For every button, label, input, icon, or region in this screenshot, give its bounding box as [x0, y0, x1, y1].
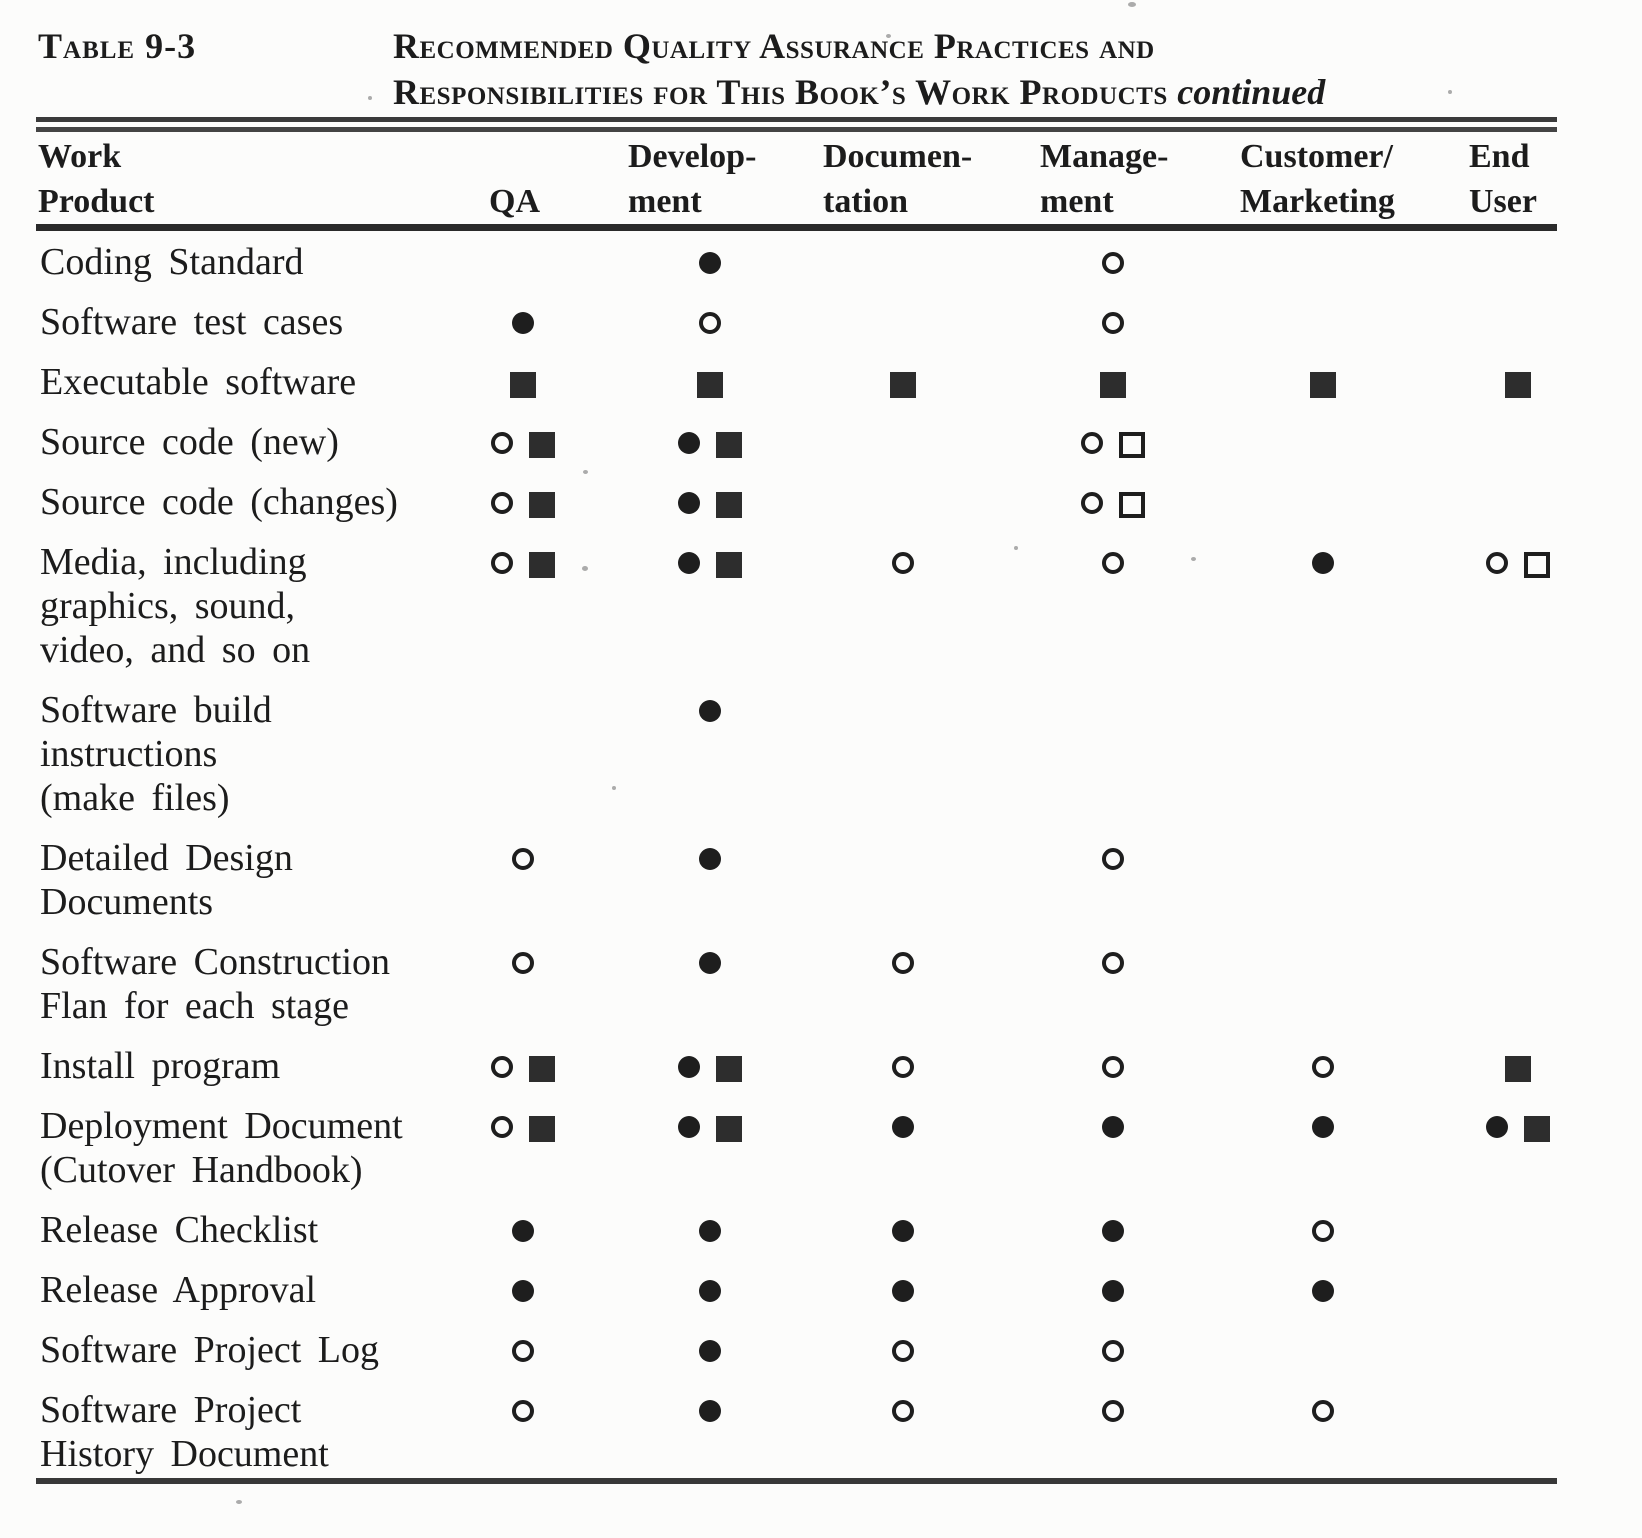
- cell-end_user: [1405, 360, 1630, 420]
- filled-square-marker-icon: [697, 372, 723, 398]
- cell-qa: [470, 1044, 575, 1104]
- cell-customer_marketing: [1240, 1104, 1405, 1208]
- work-product-line: Documents: [40, 881, 214, 923]
- table-caption-label: Table 9-3: [38, 26, 197, 66]
- scan-speck: [1014, 546, 1018, 550]
- filled-circle-marker-icon: [678, 432, 700, 454]
- work-product-line: Software build: [40, 689, 272, 731]
- filled-square-marker-icon: [529, 432, 555, 458]
- cell-end_user: [1405, 688, 1630, 836]
- cell-development: [575, 228, 820, 300]
- open-circle-marker-icon: [491, 552, 513, 574]
- cell-development: [575, 1268, 820, 1328]
- work-product-line: Software test cases: [40, 301, 344, 343]
- cell-development: [575, 420, 820, 480]
- open-circle-marker-icon: [491, 492, 513, 514]
- filled-circle-marker-icon: [678, 1116, 700, 1138]
- open-circle-marker-icon: [699, 312, 721, 334]
- cell-development: [575, 836, 820, 940]
- table-row: [38, 1388, 1630, 1492]
- filled-circle-marker-icon: [699, 1280, 721, 1302]
- table-row: [38, 228, 1630, 300]
- work-product-line: Source code (changes): [40, 481, 398, 523]
- cell-management: [985, 228, 1240, 300]
- cell-documentation: [820, 228, 985, 300]
- cell-customer_marketing: [1240, 1388, 1405, 1492]
- table-row: [38, 836, 1630, 940]
- cell-customer_marketing: [1240, 1208, 1405, 1268]
- open-circle-marker-icon: [491, 1056, 513, 1078]
- open-square-marker-icon: [1119, 432, 1145, 458]
- filled-square-marker-icon: [716, 1116, 742, 1142]
- column-header-line: Customer/: [1240, 138, 1393, 175]
- cell-qa: [470, 1328, 575, 1388]
- cell-development: [575, 1208, 820, 1268]
- work-product-line: Detailed Design: [40, 837, 293, 879]
- table-title-line2-text: Responsibilities for This Book’s Work Products: [393, 72, 1168, 112]
- filled-circle-marker-icon: [1102, 1280, 1124, 1302]
- filled-square-marker-icon: [1524, 1116, 1550, 1142]
- open-circle-marker-icon: [1081, 492, 1103, 514]
- open-square-marker-icon: [1119, 492, 1145, 518]
- work-product-line: instructions: [40, 733, 218, 775]
- work-product-line: Deployment Document: [40, 1105, 403, 1147]
- open-circle-marker-icon: [1102, 312, 1124, 334]
- cell-end_user: [1405, 420, 1630, 480]
- filled-circle-marker-icon: [678, 552, 700, 574]
- work-product-label: [38, 540, 470, 688]
- cell-customer_marketing: [1240, 540, 1405, 688]
- filled-circle-marker-icon: [1312, 1116, 1334, 1138]
- work-product-label: [38, 300, 470, 360]
- column-header-line: ment: [628, 183, 702, 220]
- table-head: [38, 134, 1630, 228]
- filled-square-marker-icon: [716, 492, 742, 518]
- cell-customer_marketing: [1240, 1328, 1405, 1388]
- table-row: [38, 300, 1630, 360]
- filled-circle-marker-icon: [699, 952, 721, 974]
- work-product-line: Source code (new): [40, 421, 339, 463]
- filled-square-marker-icon: [1100, 372, 1126, 398]
- work-product-line: Executable software: [40, 361, 357, 403]
- table-row: [38, 940, 1630, 1044]
- cell-qa: [470, 228, 575, 300]
- cell-management: [985, 1268, 1240, 1328]
- cell-documentation: [820, 1208, 985, 1268]
- table-row: [38, 1328, 1630, 1388]
- cell-customer_marketing: [1240, 1044, 1405, 1104]
- scan-speck: [1128, 2, 1136, 7]
- work-product-label: [38, 688, 470, 836]
- filled-square-marker-icon: [510, 372, 536, 398]
- scan-speck: [1448, 90, 1452, 94]
- cell-end_user: [1405, 1388, 1630, 1492]
- open-circle-marker-icon: [1081, 432, 1103, 454]
- filled-square-marker-icon: [716, 552, 742, 578]
- filled-circle-marker-icon: [1486, 1116, 1508, 1138]
- scan-speck: [1191, 557, 1196, 561]
- cell-end_user: [1405, 480, 1630, 540]
- cell-management: [985, 1388, 1240, 1492]
- scan-speck: [583, 470, 588, 474]
- column-header-qa: [470, 134, 575, 228]
- filled-square-marker-icon: [529, 1056, 555, 1082]
- filled-circle-marker-icon: [699, 1220, 721, 1242]
- cell-management: [985, 1044, 1240, 1104]
- cell-documentation: [820, 480, 985, 540]
- column-header-line: Work: [38, 138, 122, 175]
- column-header-line: Manage-: [1040, 138, 1169, 175]
- open-circle-marker-icon: [1312, 1400, 1334, 1422]
- open-circle-marker-icon: [892, 952, 914, 974]
- cell-development: [575, 688, 820, 836]
- filled-square-marker-icon: [716, 432, 742, 458]
- cell-end_user: [1405, 300, 1630, 360]
- work-product-line: (Cutover Handbook): [40, 1149, 363, 1191]
- column-header-line: QA: [489, 183, 540, 220]
- filled-square-marker-icon: [1505, 1056, 1531, 1082]
- open-square-marker-icon: [1524, 552, 1550, 578]
- work-product-line: video, and so on: [40, 629, 311, 671]
- cell-customer_marketing: [1240, 480, 1405, 540]
- scan-speck: [582, 566, 588, 571]
- cell-customer_marketing: [1240, 360, 1405, 420]
- work-product-line: Software Project: [40, 1389, 302, 1431]
- work-product-label: [38, 1388, 470, 1492]
- column-header-line: Product: [38, 183, 155, 220]
- filled-circle-marker-icon: [1102, 1220, 1124, 1242]
- column-header-line: ment: [1040, 183, 1114, 220]
- cell-development: [575, 1388, 820, 1492]
- cell-management: [985, 300, 1240, 360]
- cell-qa: [470, 360, 575, 420]
- table-row: [38, 480, 1630, 540]
- table-title-line2: [393, 70, 1325, 114]
- open-circle-marker-icon: [512, 1400, 534, 1422]
- cell-qa: [470, 300, 575, 360]
- cell-development: [575, 540, 820, 688]
- cell-documentation: [820, 1104, 985, 1208]
- work-product-line: Media, including: [40, 541, 307, 583]
- filled-square-marker-icon: [716, 1056, 742, 1082]
- work-product-label: [38, 1044, 470, 1104]
- header-row: [38, 134, 1630, 228]
- work-product-label: [38, 228, 470, 300]
- cell-customer_marketing: [1240, 420, 1405, 480]
- work-product-line: Software Project Log: [40, 1329, 380, 1371]
- table-top-rule: [36, 117, 1557, 122]
- open-circle-marker-icon: [892, 1400, 914, 1422]
- filled-circle-marker-icon: [512, 1220, 534, 1242]
- work-product-line: Flan for each stage: [40, 985, 350, 1027]
- table-row: [38, 420, 1630, 480]
- cell-management: [985, 836, 1240, 940]
- table-row: [38, 1268, 1630, 1328]
- cell-end_user: [1405, 228, 1630, 300]
- cell-qa: [470, 688, 575, 836]
- column-header-end_user: [1405, 134, 1630, 228]
- filled-square-marker-icon: [529, 552, 555, 578]
- work-product-label: [38, 1208, 470, 1268]
- work-product-line: Release Approval: [40, 1269, 317, 1311]
- open-circle-marker-icon: [1102, 252, 1124, 274]
- cell-qa: [470, 540, 575, 688]
- cell-qa: [470, 1388, 575, 1492]
- work-product-label: [38, 1268, 470, 1328]
- open-circle-marker-icon: [512, 952, 534, 974]
- table-top-rule-second: [36, 127, 1557, 132]
- cell-customer_marketing: [1240, 836, 1405, 940]
- work-product-label: [38, 836, 470, 940]
- work-product-line: Install program: [40, 1045, 281, 1087]
- cell-development: [575, 1104, 820, 1208]
- scan-speck: [368, 96, 372, 100]
- open-circle-marker-icon: [892, 1056, 914, 1078]
- table-row: [38, 1044, 1630, 1104]
- work-product-label: [38, 940, 470, 1044]
- column-header-line: Documen-: [823, 138, 973, 175]
- column-header-customer_marketing: [1240, 134, 1405, 228]
- filled-circle-marker-icon: [1312, 552, 1334, 574]
- cell-documentation: [820, 420, 985, 480]
- cell-documentation: [820, 1328, 985, 1388]
- cell-qa: [470, 480, 575, 540]
- cell-development: [575, 480, 820, 540]
- cell-documentation: [820, 836, 985, 940]
- cell-qa: [470, 1208, 575, 1268]
- column-header-line: Marketing: [1240, 183, 1395, 220]
- work-product-label: [38, 1104, 470, 1208]
- filled-circle-marker-icon: [512, 1280, 534, 1302]
- work-product-label: [38, 360, 470, 420]
- filled-circle-marker-icon: [512, 312, 534, 334]
- column-header-line: tation: [823, 183, 908, 220]
- open-circle-marker-icon: [1312, 1220, 1334, 1242]
- filled-circle-marker-icon: [699, 700, 721, 722]
- work-product-label: [38, 480, 470, 540]
- table-row: [38, 360, 1630, 420]
- cell-development: [575, 360, 820, 420]
- open-circle-marker-icon: [892, 552, 914, 574]
- filled-circle-marker-icon: [892, 1220, 914, 1242]
- filled-square-marker-icon: [1310, 372, 1336, 398]
- work-product-line: History Document: [40, 1433, 329, 1475]
- filled-circle-marker-icon: [1312, 1280, 1334, 1302]
- scan-speck: [612, 786, 616, 790]
- filled-circle-marker-icon: [699, 848, 721, 870]
- filled-circle-marker-icon: [699, 1340, 721, 1362]
- open-circle-marker-icon: [1102, 952, 1124, 974]
- cell-management: [985, 688, 1240, 836]
- table-body: [38, 228, 1630, 1492]
- filled-circle-marker-icon: [1102, 1116, 1124, 1138]
- column-header-documentation: [820, 134, 985, 228]
- open-circle-marker-icon: [1102, 1400, 1124, 1422]
- cell-management: [985, 1104, 1240, 1208]
- cell-development: [575, 940, 820, 1044]
- open-circle-marker-icon: [1102, 1340, 1124, 1362]
- cell-end_user: [1405, 1208, 1630, 1268]
- cell-documentation: [820, 688, 985, 836]
- work-product-line: Release Checklist: [40, 1209, 319, 1251]
- cell-qa: [470, 420, 575, 480]
- column-header-product: [38, 134, 470, 228]
- open-circle-marker-icon: [1102, 1056, 1124, 1078]
- cell-management: [985, 1328, 1240, 1388]
- filled-square-marker-icon: [529, 492, 555, 518]
- cell-end_user: [1405, 1268, 1630, 1328]
- cell-customer_marketing: [1240, 940, 1405, 1044]
- open-circle-marker-icon: [1312, 1056, 1334, 1078]
- cell-end_user: [1405, 836, 1630, 940]
- cell-management: [985, 1208, 1240, 1268]
- filled-circle-marker-icon: [699, 1400, 721, 1422]
- work-product-line: Coding Standard: [40, 241, 304, 283]
- cell-management: [985, 360, 1240, 420]
- cell-end_user: [1405, 1044, 1630, 1104]
- filled-circle-marker-icon: [678, 1056, 700, 1078]
- cell-qa: [470, 836, 575, 940]
- open-circle-marker-icon: [892, 1340, 914, 1362]
- open-circle-marker-icon: [1486, 552, 1508, 574]
- cell-development: [575, 1328, 820, 1388]
- cell-qa: [470, 1268, 575, 1328]
- cell-management: [985, 480, 1240, 540]
- work-product-line: (make files): [40, 777, 230, 819]
- cell-documentation: [820, 1044, 985, 1104]
- filled-circle-marker-icon: [678, 492, 700, 514]
- filled-square-marker-icon: [890, 372, 916, 398]
- table-title-continued: continued: [1177, 72, 1326, 112]
- filled-square-marker-icon: [1505, 372, 1531, 398]
- open-circle-marker-icon: [491, 1116, 513, 1138]
- cell-qa: [470, 940, 575, 1044]
- work-product-label: [38, 1328, 470, 1388]
- cell-documentation: [820, 540, 985, 688]
- qa-practices-table: [38, 134, 1630, 1492]
- column-header-management: [985, 134, 1240, 228]
- cell-end_user: [1405, 1328, 1630, 1388]
- cell-end_user: [1405, 1104, 1630, 1208]
- cell-documentation: [820, 300, 985, 360]
- cell-development: [575, 1044, 820, 1104]
- open-circle-marker-icon: [491, 432, 513, 454]
- scan-speck: [236, 1500, 242, 1504]
- open-circle-marker-icon: [1102, 848, 1124, 870]
- cell-development: [575, 300, 820, 360]
- filled-square-marker-icon: [529, 1116, 555, 1142]
- work-product-line: graphics, sound,: [40, 585, 296, 627]
- cell-documentation: [820, 940, 985, 1044]
- cell-management: [985, 940, 1240, 1044]
- filled-circle-marker-icon: [892, 1116, 914, 1138]
- cell-documentation: [820, 1388, 985, 1492]
- table-title-line1: Recommended Quality Assurance Practices and: [393, 26, 1155, 66]
- cell-customer_marketing: [1240, 688, 1405, 836]
- open-circle-marker-icon: [1102, 552, 1124, 574]
- open-circle-marker-icon: [512, 1340, 534, 1362]
- column-header-line: End: [1469, 138, 1530, 175]
- cell-management: [985, 540, 1240, 688]
- filled-circle-marker-icon: [892, 1280, 914, 1302]
- cell-end_user: [1405, 540, 1630, 688]
- column-header-line: Develop-: [628, 138, 757, 175]
- scan-speck: [886, 34, 891, 38]
- cell-customer_marketing: [1240, 300, 1405, 360]
- cell-end_user: [1405, 940, 1630, 1044]
- open-circle-marker-icon: [512, 848, 534, 870]
- column-header-development: [575, 134, 820, 228]
- table-row: [38, 688, 1630, 836]
- filled-circle-marker-icon: [699, 252, 721, 274]
- work-product-label: [38, 420, 470, 480]
- cell-customer_marketing: [1240, 1268, 1405, 1328]
- cell-management: [985, 420, 1240, 480]
- cell-customer_marketing: [1240, 228, 1405, 300]
- column-header-line: User: [1469, 183, 1537, 220]
- table-row: [38, 540, 1630, 688]
- work-product-line: Software Construction: [40, 941, 391, 983]
- table-row: [38, 1104, 1630, 1208]
- cell-documentation: [820, 1268, 985, 1328]
- cell-qa: [470, 1104, 575, 1208]
- cell-documentation: [820, 360, 985, 420]
- table-row: [38, 1208, 1630, 1268]
